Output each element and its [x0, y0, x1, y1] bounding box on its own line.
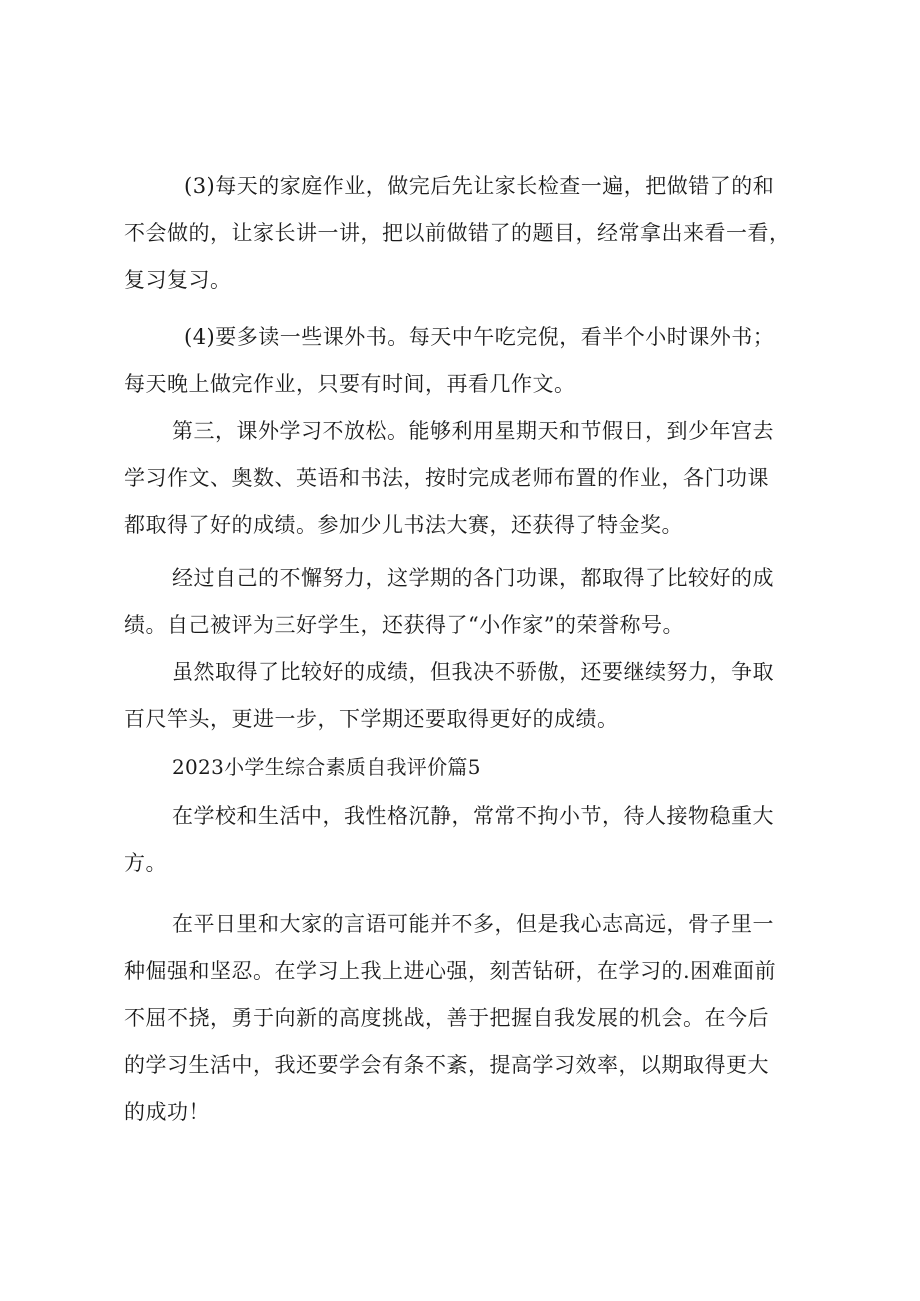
paragraph-character-line-3: 不屈不挠，勇于向新的高度挑战，善于把握自我发展的机会。在今后 [124, 1006, 769, 1030]
paragraph-resolution-line-1: 虽然取得了比较好的成绩，但我决不骄傲，还要继续努力，争取 [172, 660, 774, 684]
paragraph-item-4-line-1: (4)要多读一些课外书。每天中午吃完倪，看半个小时课外书； [184, 325, 775, 349]
paragraph-personality-line-2: 方。 [124, 851, 167, 875]
paragraph-character-line-2: 种倔强和坚忍。在学习上我上进心强，刻苦钻研，在学习的.困难面前 [124, 959, 777, 983]
paragraph-third-point-line-2: 学习作文、奥数、英语和书法，按时完成老师布置的作业，各门功课 [124, 466, 769, 490]
section-heading: 2023小学生综合素质自我评价篇5 [172, 755, 481, 779]
paragraph-character-line-4: 的学习生活中，我还要学会有条不紊，提高学习效率，以期取得更大 [124, 1053, 769, 1077]
paragraph-item-3-line-3: 复习复习。 [124, 268, 232, 292]
paragraph-item-3-line-1: (3)每天的家庭作业，做完后先让家长检查一遍，把做错了的和 [184, 174, 775, 198]
paragraph-achievement-line-1: 经过自己的不懈努力，这学期的各门功课，都取得了比较好的成 [172, 566, 774, 590]
paragraph-item-3-line-2: 不会做的，让家长讲一讲，把以前做错了的题目，经常拿出来看一看， [124, 221, 791, 245]
paragraph-personality-line-1: 在学校和生活中，我性格沉静，常常不拘小节，待人接物稳重大 [172, 804, 774, 828]
paragraph-third-point-line-3: 都取得了好的成绩。参加少儿书法大赛，还获得了特金奖。 [124, 513, 683, 537]
paragraph-third-point-line-1: 第三，课外学习不放松。能够利用星期天和节假日，到少年宫去 [172, 419, 774, 443]
paragraph-character-line-5: 的成功！ [124, 1100, 210, 1124]
paragraph-resolution-line-2: 百尺竿头，更进一步，下学期还要取得更好的成绩。 [124, 707, 619, 731]
paragraph-character-line-1: 在平日里和大家的言语可能并不多，但是我心志高远，骨子里一 [172, 912, 774, 936]
paragraph-item-4-line-2: 每天晚上做完作业，只要有时间，再看几作文。 [124, 372, 576, 396]
paragraph-achievement-line-2: 绩。自己被评为三好学生，还获得了“小作家”的荣誉称号。 [124, 613, 684, 637]
